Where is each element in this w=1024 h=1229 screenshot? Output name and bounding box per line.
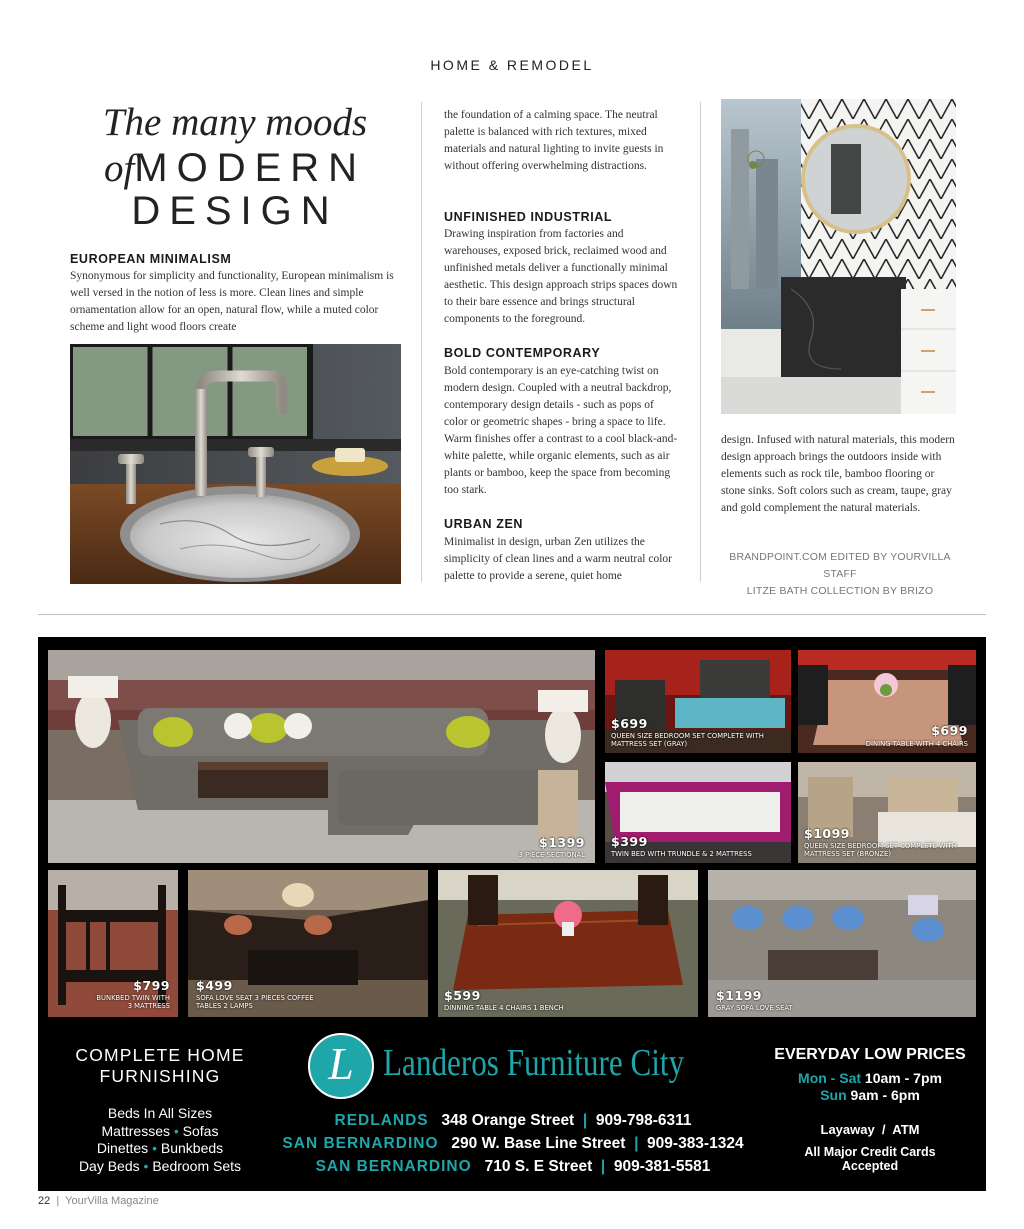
title-of: of — [103, 147, 135, 190]
item-bedroom-sets: Bedroom Sets — [152, 1157, 242, 1174]
caption-bunkbed — [90, 994, 170, 1010]
ad-tile-dining — [798, 650, 976, 753]
ad-left-list — [46, 1105, 274, 1175]
credit-cards — [760, 1145, 980, 1173]
price-dinning-table: $599 — [444, 988, 481, 1003]
footer-sep: | — [56, 1195, 60, 1207]
location-1-city: REDLANDS — [334, 1112, 429, 1129]
location-3 — [258, 1155, 768, 1178]
caption-queen-gray: QUEEN SIZE BEDROOM SET COMPLETE WITH MATTRESS SET (GRAY) — [611, 732, 764, 748]
item-bunkbeds: Bunkbeds — [160, 1140, 224, 1156]
ad-tile-bunkbed — [48, 870, 178, 1017]
magazine-name: YourVilla Magazine — [65, 1195, 159, 1207]
location-3-city: SAN BERNARDINO — [315, 1158, 472, 1175]
furniture-advertisement — [38, 637, 986, 1191]
column-divider-2 — [700, 102, 701, 582]
location-2-sep: | — [634, 1135, 639, 1152]
column-divider-1 — [421, 102, 422, 582]
location-1-phone: 909-798-6311 — [595, 1112, 692, 1129]
ad-tile-gray-sofa — [708, 870, 976, 1017]
item-beds: Beds In All Sizes — [107, 1105, 213, 1121]
price-dining: $699 — [931, 723, 968, 738]
ad-tile-sectional — [48, 650, 595, 863]
photo-credits — [721, 549, 959, 600]
ad-right-heading: EVERYDAY LOW PRICES — [774, 1046, 966, 1063]
location-3-address: 710 S. E Street — [484, 1158, 593, 1175]
price-queen-bronze: $1099 — [804, 826, 850, 841]
section-divider — [38, 614, 986, 615]
caption-gray-sofa: GRAY SOFA LOVE SEAT — [716, 1004, 793, 1012]
bullet-3: • — [143, 1157, 149, 1174]
ad-left-heading — [46, 1045, 274, 1087]
location-3-phone: 909-381-5581 — [613, 1158, 711, 1175]
hours-days-2: Sun — [820, 1087, 847, 1103]
location-2 — [258, 1132, 768, 1155]
price-gray-sofa: $1199 — [716, 988, 762, 1003]
item-day-beds: Day Beds — [78, 1157, 140, 1174]
bullet-1: • — [173, 1122, 179, 1139]
layaway-atm: Layaway / ATM — [820, 1122, 920, 1137]
hours-time-2: 9am - 6pm — [850, 1087, 920, 1103]
caption-dinning-table: DINNING TABLE 4 CHAIRS 1 BENCH — [444, 1004, 564, 1012]
store-hours — [760, 1070, 980, 1104]
title-line-2 — [70, 146, 400, 191]
store-locations — [258, 1109, 768, 1178]
caption-dining: DINING TABLE WITH 4 CHAIRS — [865, 740, 968, 748]
location-3-sep: | — [600, 1158, 606, 1175]
body-european-minimalism: Synonymous for simplicity and functionality, European minimalism is well versed in the notion of less is more. Clean lines and simple ornamentation allow for an open, natural flow, while a muted color scheme and light wood floors create — [70, 270, 394, 333]
ad-tile-twin-trundle — [605, 762, 791, 863]
body-urban-zen: Minimalist in design, urban Zen utilizes the simplicity of clean lines and a warm neutral color palette to provide a serene, quiet home — [444, 536, 673, 582]
faucet-sink-photo — [70, 344, 401, 584]
hours-time-1: 10am - 7pm — [864, 1070, 942, 1086]
item-mattresses: Mattresses — [101, 1122, 170, 1139]
caption-sectional: 3 PIECE SECTIONAL — [518, 851, 585, 859]
price-twin-trundle: $399 — [611, 834, 648, 849]
ad-left-heading-1: COMPLETE HOME — [75, 1045, 245, 1065]
store-name: Landeros Furniture City — [383, 1042, 685, 1084]
caption-leather-sofa: SOFA LOVE SEAT 3 PIECES COFFEE TABLES 2 LAMPS — [196, 994, 314, 1010]
credit-cards-2: Accepted — [841, 1159, 899, 1173]
price-queen-gray: $699 — [611, 716, 648, 731]
ad-tile-leather-sofa — [188, 870, 428, 1017]
credit-line-1: BRANDPOINT.COM EDITED BY YOURVILLA STAFF — [729, 551, 951, 580]
location-1-address: 348 Orange Street — [441, 1112, 575, 1129]
location-2-phone: 909-383-1324 — [647, 1135, 744, 1152]
heading-bold-contemporary: BOLD CONTEMPORARY — [444, 346, 601, 360]
ad-left-heading-2: FURNISHING — [99, 1066, 221, 1086]
page-number: 22 — [38, 1195, 51, 1207]
credit-line-2: LITZE BATH COLLECTION BY BRIZO — [746, 585, 934, 597]
ad-tile-dinning-table — [438, 870, 698, 1017]
body-unfinished-industrial: Drawing inspiration from factories and warehouses, exposed brick, reclaimed wood and unfinished metals deliver a functionally minimal aesthetic. This design approach strips spaces down to their bare essence and brings structural components to the foreground. — [444, 228, 678, 325]
bullet-2: • — [152, 1140, 157, 1156]
body-bold-contemporary: Bold contemporary is an eye-catching twist on modern design. Coupled with a neutral backdrop, contemporary design details - such as pops of color or geometric shapes - bring a space to life. Warm finishes offer a contrast to a cool black-and-white palette, while organic elements, such as air plants or bamboo, keep the space from becoming too stark. — [444, 365, 678, 496]
item-sofas: Sofas — [182, 1122, 219, 1139]
location-2-city: SAN BERNARDINO — [282, 1135, 439, 1152]
store-logo-icon — [308, 1033, 374, 1099]
price-leather-sofa: $499 — [196, 978, 233, 993]
body-col2-intro: the foundation of a calming space. The neutral palette is balanced with rich textures, mixed materials and natural lighting to invite guests in without offering overwhelming distractions. — [444, 109, 664, 172]
ad-tile-queen-gray — [605, 650, 791, 753]
hours-days-1: Mon - Sat — [798, 1070, 862, 1086]
body-col3: design. Infused with natural materials, this modern design approach brings the outdoors inside with elements such as rock tile, bamboo flooring or stone sinks. Soft colors such as cream, taupe, gray and gold complement the natural materials. — [721, 434, 955, 514]
caption-twin-trundle: TWIN BED WITH TRUNDLE & 2 MATTRESS — [611, 850, 752, 858]
bathroom-mirror-photo — [721, 99, 956, 414]
title-line-1: The many moods — [102, 101, 368, 144]
logo-letter: L — [328, 1038, 354, 1089]
heading-european-minimalism: EUROPEAN MINIMALISM — [70, 252, 232, 266]
section-label: HOME & REMODEL — [430, 57, 594, 73]
caption-queen-bronze: QUEEN SIZE BEDROOM SET COMPLETE WITH MATTRESS SET (BRONZE) — [804, 842, 957, 858]
item-dinettes: Dinettes — [96, 1140, 149, 1156]
price-sectional: $1399 — [539, 835, 585, 850]
credit-cards-1: All Major Credit Cards — [804, 1145, 936, 1159]
heading-unfinished-industrial: UNFINISHED INDUSTRIAL — [444, 210, 613, 224]
caption-bunkbed-text: BUNKBED TWIN WITH 3 MATTRESS — [96, 994, 170, 1010]
location-1 — [258, 1109, 768, 1132]
page-footer — [38, 1195, 159, 1207]
heading-urban-zen: URBAN ZEN — [444, 517, 524, 531]
ad-tile-queen-bronze — [798, 762, 976, 863]
location-2-address: 290 W. Base Line Street — [451, 1135, 626, 1152]
title-line-3: DESIGN — [131, 189, 339, 233]
price-bunkbed: $799 — [133, 978, 170, 993]
title-modern: MODERN — [134, 146, 367, 190]
location-1-sep: | — [582, 1112, 588, 1129]
